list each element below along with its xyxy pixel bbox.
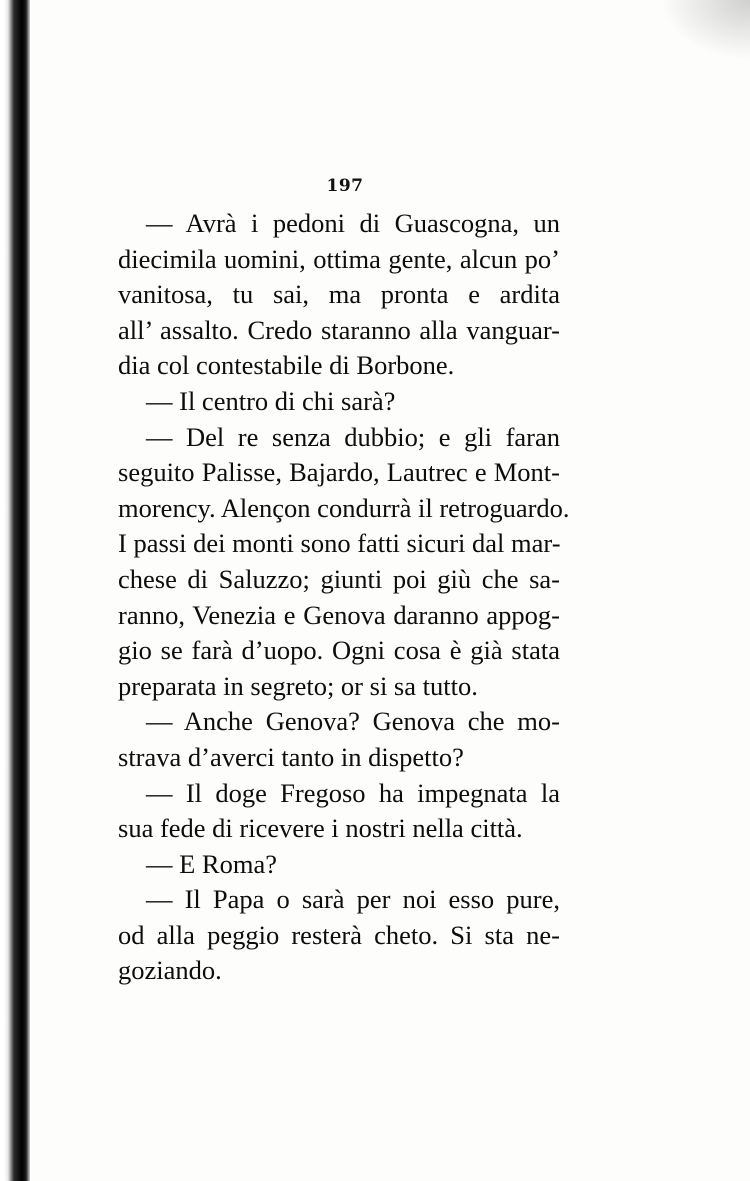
page-number: 197 [326, 176, 364, 196]
text-line: strava d’averci tanto in dispetto? [118, 741, 464, 772]
text-line: — Del re senza dubbio; e gli faran [146, 421, 560, 452]
text-line: — Anche Genova? Genova che mo- [146, 706, 560, 737]
text-line: diecimila uomini, ottima gente, alcun po’ [118, 243, 560, 274]
text-line: od alla peggio resterà cheto. Si sta ne- [118, 919, 560, 950]
body-text [118, 206, 570, 989]
text-line: — Il Papa o sarà per noi esso pure, [146, 884, 560, 915]
text-line: sua fede di ricevere i nostri nella città. [118, 813, 523, 844]
text-line: chese di Saluzzo; giunti poi giù che sa- [118, 563, 560, 594]
text-line: — Il centro di chi sarà? [146, 385, 396, 416]
text-line: goziando. [118, 955, 222, 986]
text-line: I passi dei monti sono fatti sicuri dal mar- [118, 528, 561, 559]
text-line: gio se farà d’uopo. Ogni cosa è già stata [118, 635, 560, 666]
corner-shadow [660, 0, 750, 60]
text-line: dia col contestabile di Borbone. [118, 350, 455, 381]
text-line: seguito Palisse, Bajardo, Lautrec e Mont- [118, 457, 560, 488]
text-line: vanitosa, tu sai, ma pronta e ardita [118, 279, 560, 310]
text-line: — E Roma? [146, 848, 277, 879]
text-line: preparata in segreto; or si sa tutto. [118, 670, 478, 701]
text-line: — Avrà i pedoni di Guascogna, un [146, 208, 560, 238]
text-line: — Il doge Fregoso ha impegnata la [146, 777, 560, 808]
text-line: all’ assalto. Credo staranno alla vanguar- [118, 314, 560, 345]
text-line: morency. Alençon condurrà il retroguardo. [118, 492, 570, 523]
text-line: ranno, Venezia e Genova daranno appog- [118, 599, 560, 630]
